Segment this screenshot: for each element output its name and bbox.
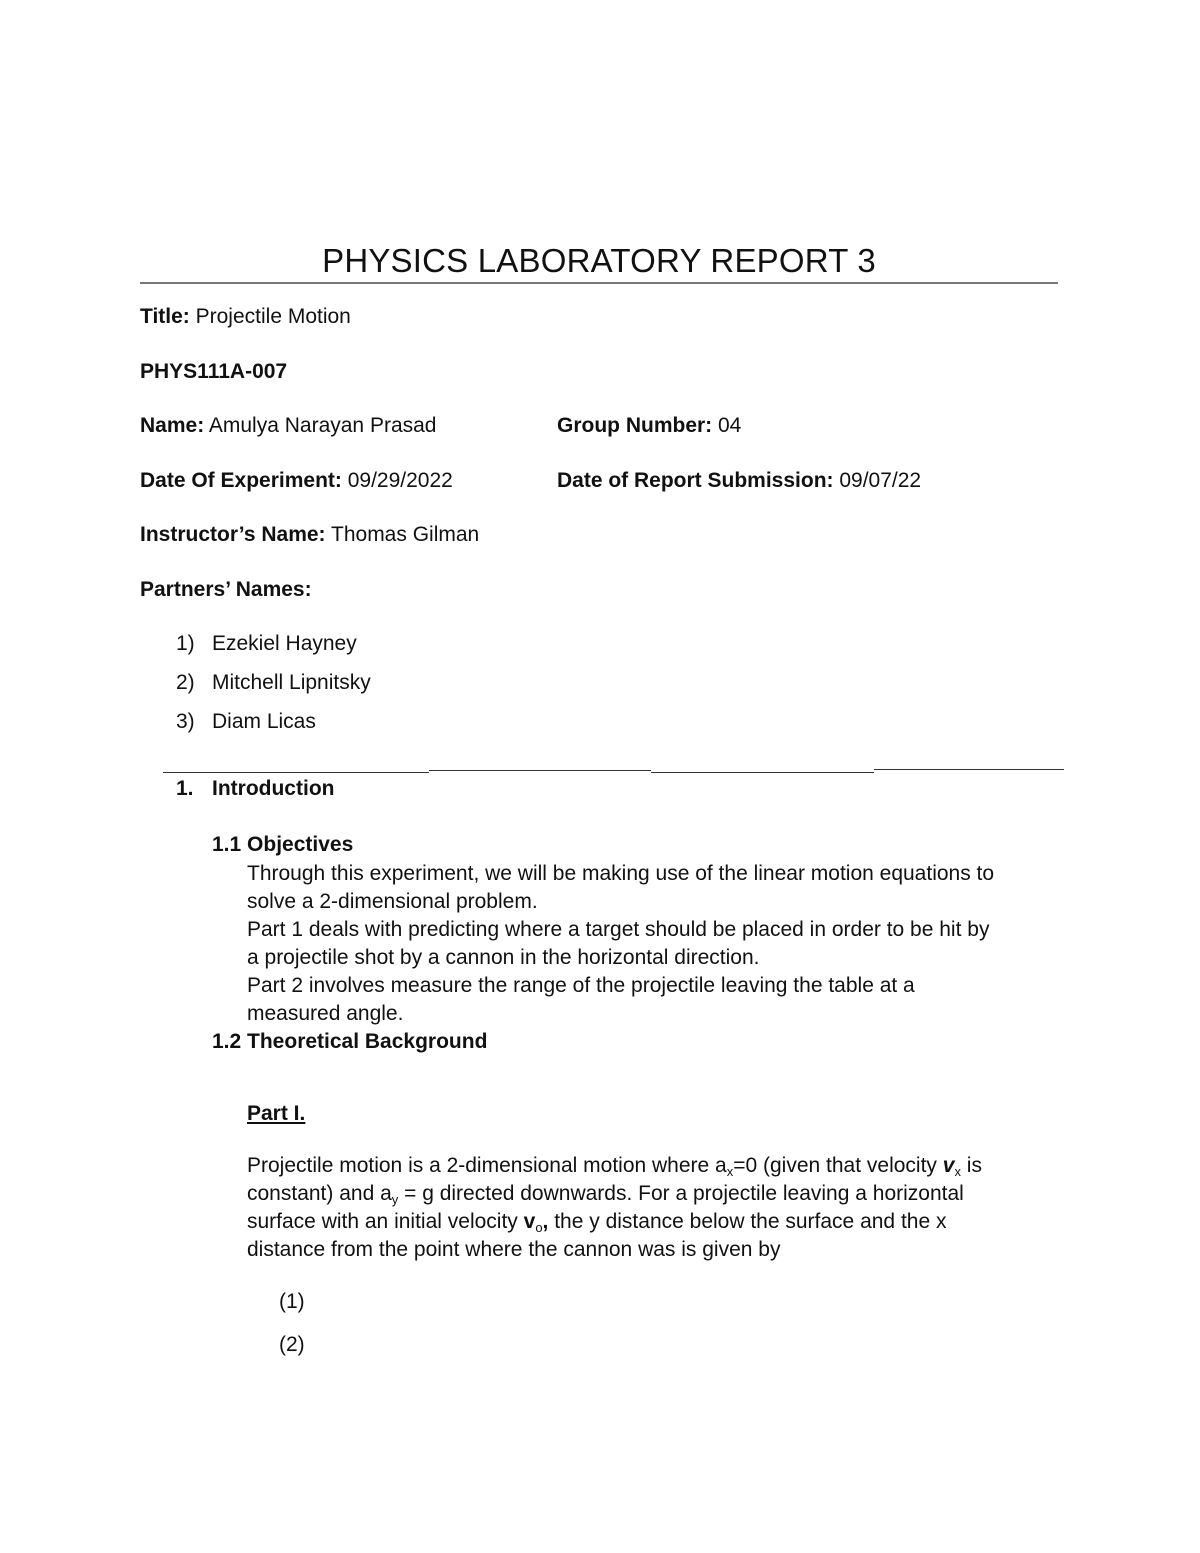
theory-line: distance from the point where the cannon was is given by xyxy=(247,1238,781,1261)
section-divider xyxy=(651,772,874,773)
introduction-heading xyxy=(176,777,334,801)
partner-number: 1) xyxy=(176,632,195,655)
name-label: Name: xyxy=(140,414,205,437)
experiment-date-label: Date Of Experiment: xyxy=(140,469,342,492)
section-divider xyxy=(874,769,1064,770)
partner-item xyxy=(176,710,316,734)
partner-item xyxy=(176,671,371,695)
title-field xyxy=(140,305,351,329)
title-label: Title: xyxy=(140,305,190,328)
objectives-text xyxy=(247,860,994,1028)
report-title: PHYSICS LABORATORY REPORT 3 xyxy=(322,242,876,279)
submission-date-value: 09/07/22 xyxy=(833,469,922,492)
introduction-title: Introduction xyxy=(212,777,335,800)
submission-date-label: Date of Report Submission: xyxy=(557,469,834,492)
partner-name: Ezekiel Hayney xyxy=(212,632,357,655)
partner-name: Diam Licas xyxy=(212,710,316,733)
title-underline xyxy=(140,282,1058,284)
partner-number: 3) xyxy=(176,710,195,733)
partners-label: Partners’ Names: xyxy=(140,578,312,601)
partner-item xyxy=(176,632,357,656)
objectives-line: Through this experiment, we will be making use of the linear motion equations to xyxy=(247,862,995,885)
objectives-line: solve a 2-dimensional problem. xyxy=(247,890,538,913)
title-value: Projectile Motion xyxy=(189,305,351,328)
theory-line: constant) and $a_y = g$ directed downwards. For a projectile leaving a horizontal xyxy=(247,1182,964,1207)
equation-number: (2) xyxy=(279,1333,305,1356)
theory-text xyxy=(247,1152,982,1264)
objectives-line: Part 2 involves measure the range of the projectile leaving the table at a xyxy=(247,974,915,997)
section-divider xyxy=(429,770,651,771)
theory-heading: 1.2 Theoretical Background xyxy=(212,1030,488,1053)
instructor-value: Thomas Gilman xyxy=(325,523,480,546)
group-field xyxy=(557,414,741,438)
experiment-date-value: 09/29/2022 xyxy=(341,469,453,492)
objectives-line: Part 1 deals with predicting where a target should be placed in order to be hit by xyxy=(247,918,990,941)
experiment-date-field xyxy=(140,469,453,493)
partner-number: 2) xyxy=(176,671,195,694)
section-divider xyxy=(163,772,429,773)
equation-number: (1) xyxy=(279,1290,305,1313)
theory-line: surface with an initial velocity $v_o$, the y distance below the surface and the x xyxy=(247,1210,947,1235)
instructor-field xyxy=(140,523,479,547)
course-code: PHYS111A-007 xyxy=(140,360,288,383)
instructor-label: Instructor’s Name: xyxy=(140,523,326,546)
objectives-line: a projectile shot by a cannon in the horizontal direction. xyxy=(247,946,760,969)
group-label: Group Number: xyxy=(557,414,713,437)
objectives-line: measured angle. xyxy=(247,1002,404,1025)
objectives-heading: 1.1 Objectives xyxy=(212,833,354,856)
part-one-heading: Part I. xyxy=(247,1102,306,1125)
partner-name: Mitchell Lipnitsky xyxy=(212,671,371,694)
theory-line: Projectile motion is a 2-dimensional motion where $a_x=0$ (given that velocity $v_x$ is xyxy=(247,1154,982,1179)
submission-date-field xyxy=(557,469,921,493)
name-field xyxy=(140,414,437,438)
name-value: Amulya Narayan Prasad xyxy=(204,414,437,437)
introduction-number: 1. xyxy=(176,777,194,800)
group-value: 04 xyxy=(712,414,742,437)
